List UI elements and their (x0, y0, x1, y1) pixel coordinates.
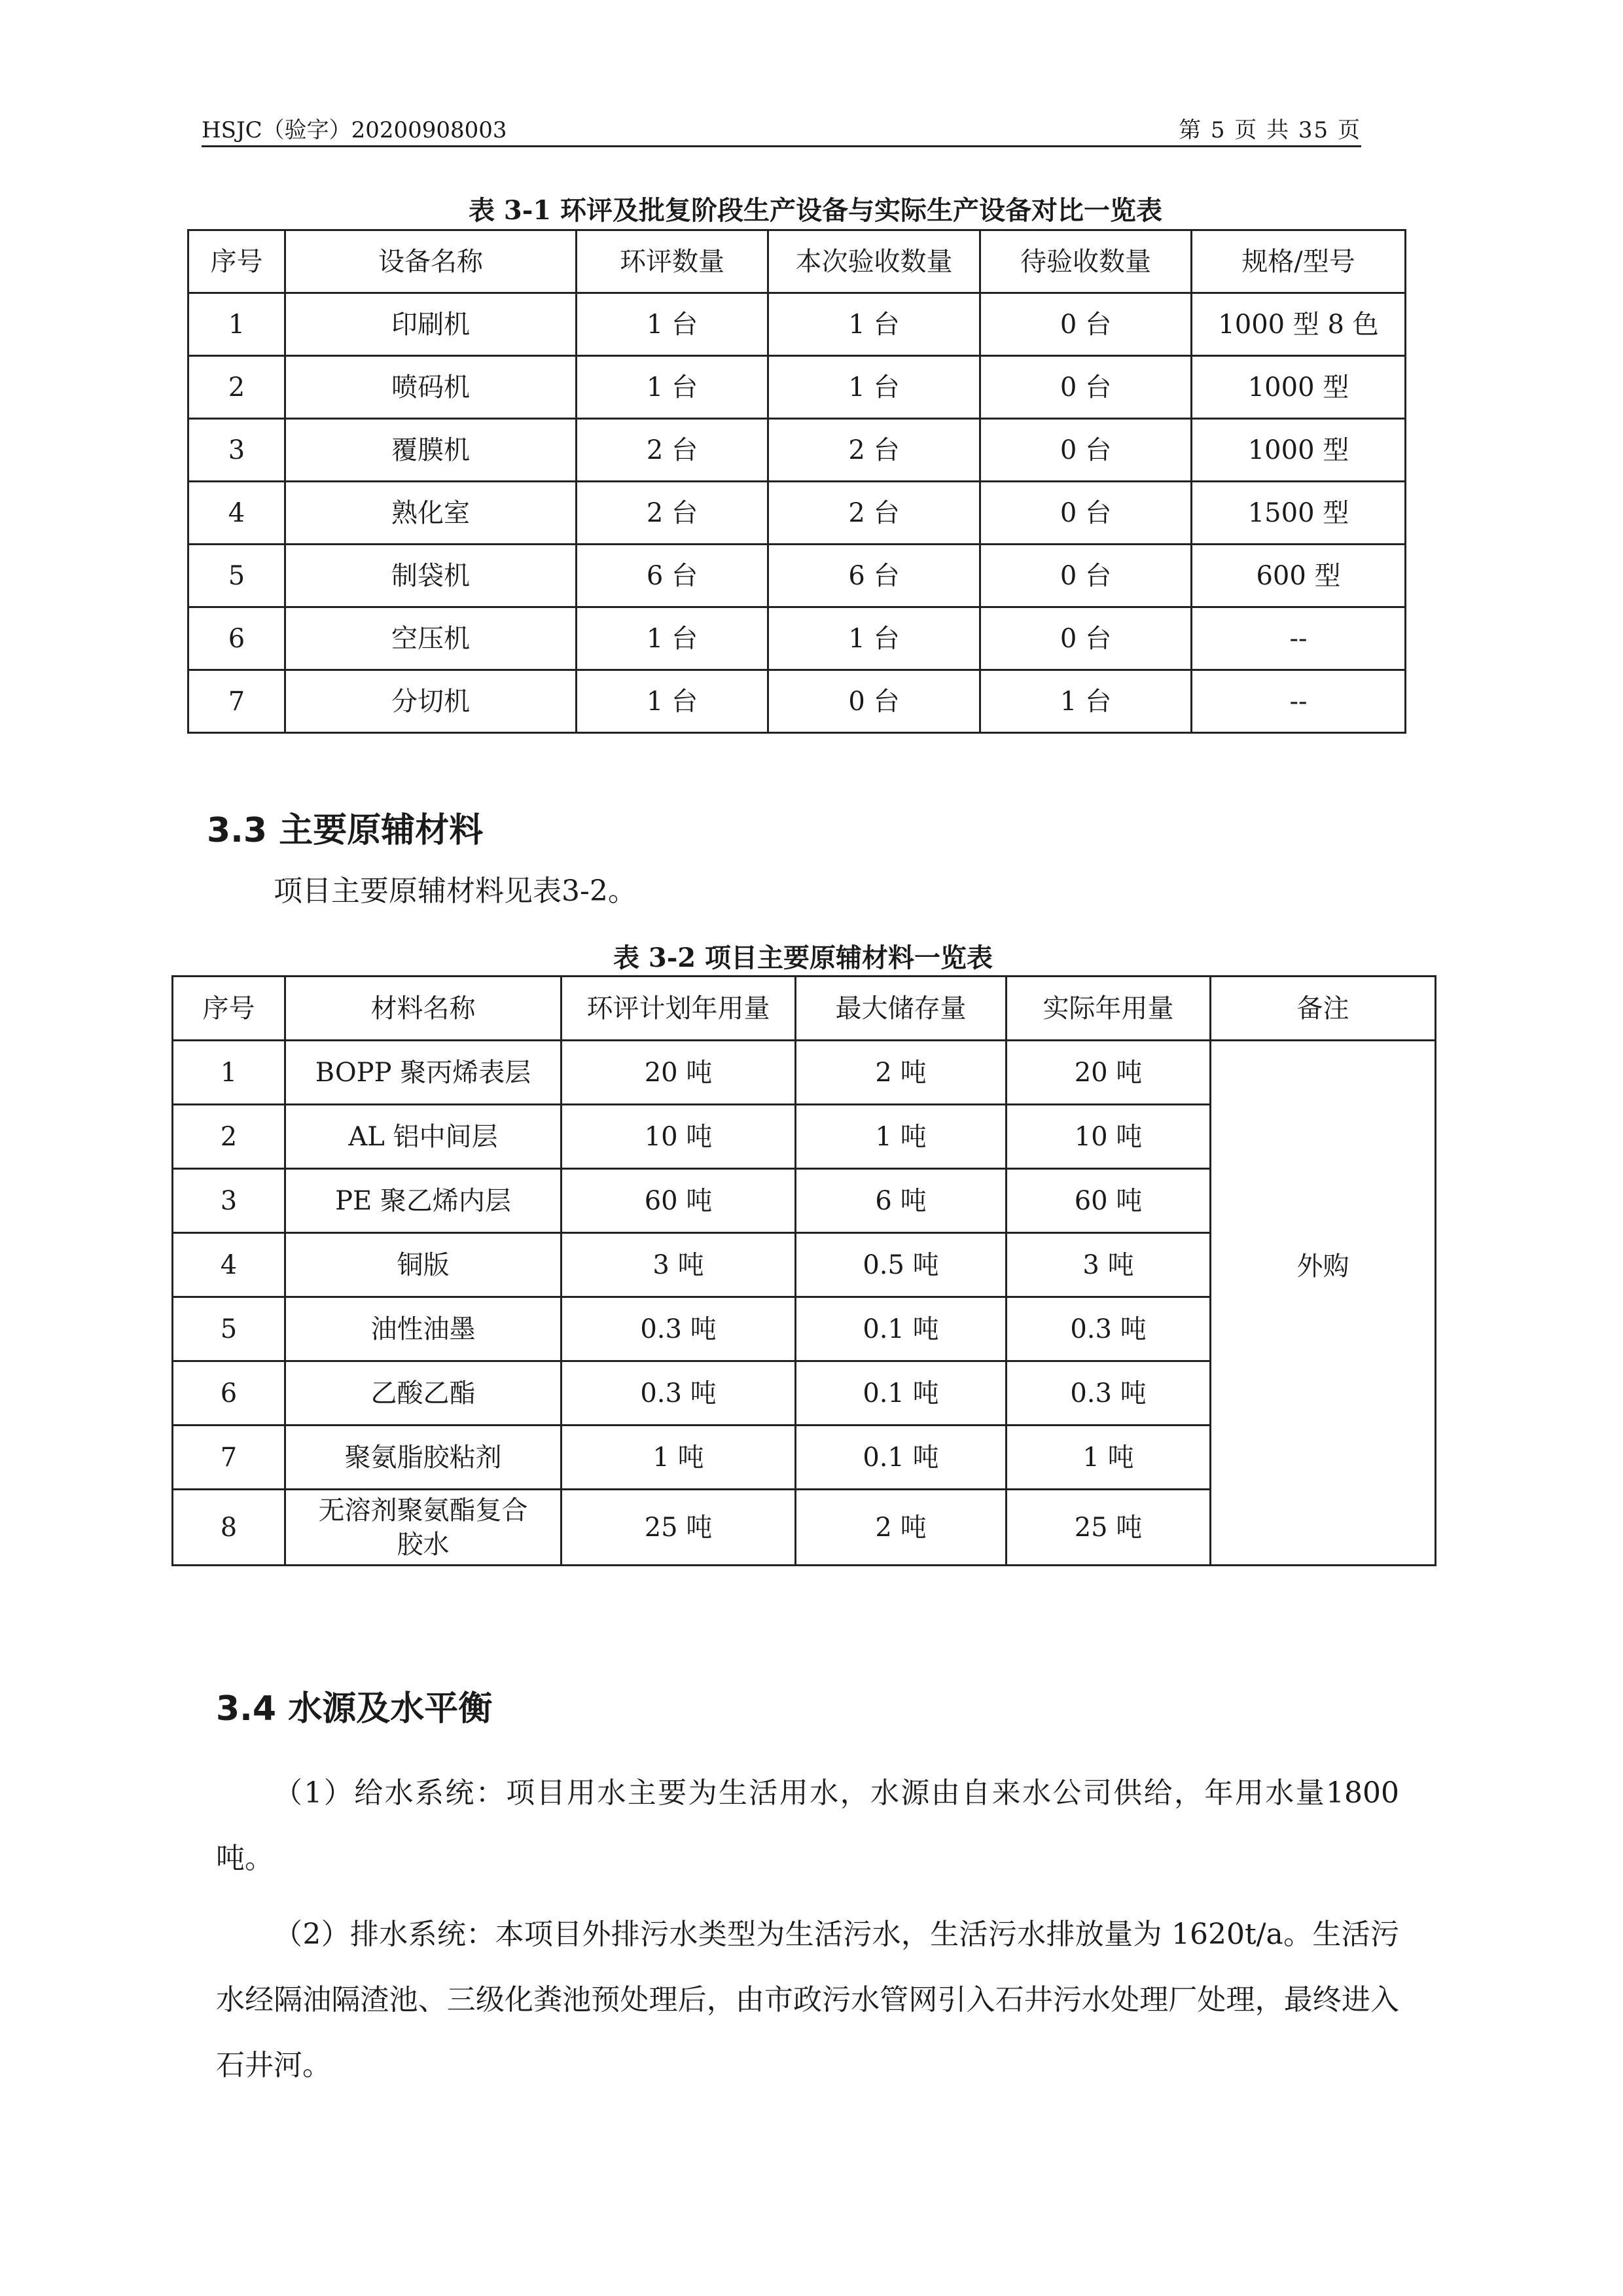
table-cell: 7 (173, 1426, 285, 1490)
table-cell: 喷码机 (285, 356, 577, 419)
table-cell: AL 铝中间层 (285, 1105, 562, 1169)
table-cell: 3 吨 (1007, 1233, 1211, 1297)
header-cell: 本次验收数量 (768, 230, 980, 293)
table-cell: PE 聚乙烯内层 (285, 1169, 562, 1233)
table-cell: 0.5 吨 (796, 1233, 1007, 1297)
header-cell: 序号 (173, 977, 285, 1041)
table-cell: 2 吨 (796, 1041, 1007, 1105)
table-cell: 熟化室 (285, 482, 577, 545)
table-cell: 1000 型 8 色 (1192, 293, 1406, 356)
table-cell: 3 (173, 1169, 285, 1233)
table-row (188, 419, 1406, 482)
header-cell: 序号 (188, 230, 285, 293)
table-cell: 600 型 (1192, 545, 1406, 607)
table-cell: 25 吨 (1007, 1490, 1211, 1566)
table-cell: 油性油墨 (285, 1297, 562, 1361)
table-row (188, 356, 1406, 419)
table-cell: 20 吨 (562, 1041, 796, 1105)
table-3-1-caption: 表 3-1 环评及批复阶段生产设备与实际生产设备对比一览表 (468, 195, 1163, 226)
table-header-row (173, 977, 1436, 1041)
table-cell: 5 (173, 1297, 285, 1361)
table-cell: 3 吨 (562, 1233, 796, 1297)
table-cell: 1000 型 (1192, 356, 1406, 419)
table-cell: 1000 型 (1192, 419, 1406, 482)
table-cell: 2 台 (577, 419, 768, 482)
table-cell: 1 台 (577, 670, 768, 733)
table-cell: 乙酸乙酯 (285, 1361, 562, 1426)
section-3-4-title: 3.4 水源及水平衡 (216, 1689, 493, 1729)
header-cell: 备注 (1211, 977, 1436, 1041)
table-cell: 6 台 (768, 545, 980, 607)
table-cell: 制袋机 (285, 545, 577, 607)
table-cell: 6 (188, 607, 285, 670)
table-3-2-caption: 表 3-2 项目主要原辅材料一览表 (613, 942, 993, 973)
table-cell: 0.1 吨 (796, 1426, 1007, 1490)
table-cell: 1 台 (768, 607, 980, 670)
table-cell: 1 台 (980, 670, 1192, 733)
header-cell: 设备名称 (285, 230, 577, 293)
table-cell: 0.1 吨 (796, 1361, 1007, 1426)
table-cell: 聚氨脂胶粘剂 (285, 1426, 562, 1490)
table-cell: 10 吨 (1007, 1105, 1211, 1169)
table-row (188, 482, 1406, 545)
table-cell: 2 (173, 1105, 285, 1169)
table-cell: 0.3 吨 (1007, 1297, 1211, 1361)
header-cell: 规格/型号 (1192, 230, 1406, 293)
table-cell: 4 (188, 482, 285, 545)
header-cell: 环评数量 (577, 230, 768, 293)
table-cell: 7 (188, 670, 285, 733)
table-header-row (188, 230, 1406, 293)
table-cell: 分切机 (285, 670, 577, 733)
equipment-comparison-table (187, 229, 1406, 734)
table-cell: 4 (173, 1233, 285, 1297)
header-cell: 最大储存量 (796, 977, 1007, 1041)
page-number: 第 5 页 共 35 页 (1179, 117, 1361, 143)
table-cell: -- (1192, 670, 1406, 733)
remark-cell: 外购 (1211, 1041, 1436, 1566)
table-cell: 0 台 (980, 419, 1192, 482)
document-number: HSJC（验字）20200908003 (202, 117, 507, 143)
materials-table (171, 975, 1436, 1566)
table-cell: 0.1 吨 (796, 1297, 1007, 1361)
table-cell: 1 (188, 293, 285, 356)
table-row (188, 293, 1406, 356)
table-cell: 1 吨 (562, 1426, 796, 1490)
table-cell: 覆膜机 (285, 419, 577, 482)
table-cell: 1 吨 (796, 1105, 1007, 1169)
table-cell: 2 台 (768, 482, 980, 545)
table-cell: 1 (173, 1041, 285, 1105)
table-cell: BOPP 聚丙烯表层 (285, 1041, 562, 1105)
table-cell: 0 台 (980, 607, 1192, 670)
header-cell: 环评计划年用量 (562, 977, 796, 1041)
table-cell: 6 台 (577, 545, 768, 607)
table-cell: 1 台 (577, 293, 768, 356)
table-cell: 2 台 (768, 419, 980, 482)
section-3-3-title: 3.3 主要原辅材料 (207, 811, 484, 850)
table-row (188, 670, 1406, 733)
table-cell: 10 吨 (562, 1105, 796, 1169)
table-cell: 0.3 吨 (1007, 1361, 1211, 1426)
table-cell: 铜版 (285, 1233, 562, 1297)
table-cell: 25 吨 (562, 1490, 796, 1566)
table-cell: 2 (188, 356, 285, 419)
table-cell: 6 (173, 1361, 285, 1426)
table-cell: 2 台 (577, 482, 768, 545)
water-supply-paragraph: （1）给水系统：项目用水主要为生活用水，水源由自来水公司供给，年用水量1800 吨。 (216, 1776, 1399, 1875)
table-cell: 60 吨 (1007, 1169, 1211, 1233)
table-cell: 1 台 (768, 356, 980, 419)
table-cell: 3 (188, 419, 285, 482)
table-cell: 1 吨 (1007, 1426, 1211, 1490)
table-cell: 1500 型 (1192, 482, 1406, 545)
table-row (188, 545, 1406, 607)
table-cell: 8 (173, 1490, 285, 1566)
page-header (202, 115, 1361, 147)
table-cell: 6 吨 (796, 1169, 1007, 1233)
table-cell: 1 台 (577, 356, 768, 419)
table-cell: 20 吨 (1007, 1041, 1211, 1105)
table-row (173, 1041, 1436, 1105)
table-cell: 1 台 (577, 607, 768, 670)
section-3-3-intro: 项目主要原辅材料见表3-2。 (274, 874, 637, 908)
table-cell: 0 台 (768, 670, 980, 733)
table-cell: -- (1192, 607, 1406, 670)
table-cell: 印刷机 (285, 293, 577, 356)
header-cell: 待验收数量 (980, 230, 1192, 293)
table-cell: 0 台 (980, 545, 1192, 607)
table-cell: 2 吨 (796, 1490, 1007, 1566)
drainage-paragraph: （2）排水系统：本项目外排污水类型为生活污水，生活污水排放量为 1620t/a。生活污水经隔油隔渣池、三级化粪池预处理后，由市政污水管网引入石井污水处理厂处理，最终进入石井河。 (216, 1918, 1399, 2082)
table-cell: 空压机 (285, 607, 577, 670)
table-cell: 0.3 吨 (562, 1297, 796, 1361)
table-cell: 1 台 (768, 293, 980, 356)
table-cell: 0 台 (980, 293, 1192, 356)
header-cell: 材料名称 (285, 977, 562, 1041)
table-cell: 无溶剂聚氨酯复合胶水 (285, 1490, 562, 1566)
table-cell: 60 吨 (562, 1169, 796, 1233)
table-row (188, 607, 1406, 670)
table-cell: 0 台 (980, 356, 1192, 419)
table-cell: 0.3 吨 (562, 1361, 796, 1426)
table-cell: 5 (188, 545, 285, 607)
header-cell: 实际年用量 (1007, 977, 1211, 1041)
table-cell: 0 台 (980, 482, 1192, 545)
